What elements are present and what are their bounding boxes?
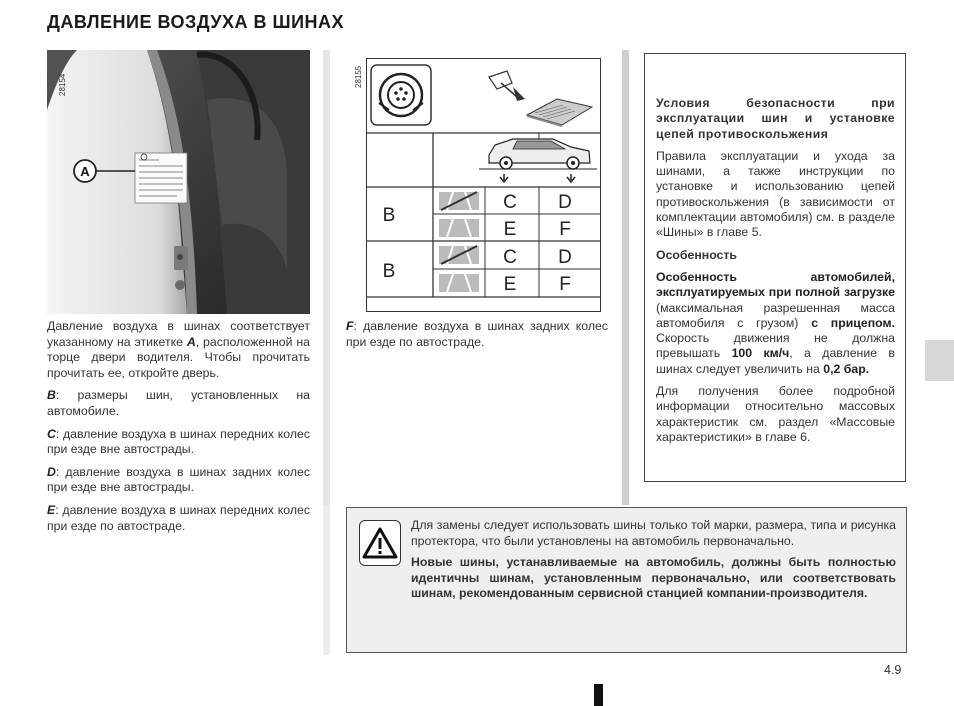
warning-box	[346, 507, 907, 653]
highway-crossed-icon	[439, 192, 479, 292]
legend-b: B: размеры шин, установленных на автомобиле.	[47, 388, 310, 418]
cell-f1: F	[559, 219, 571, 240]
door-photo-illustration	[47, 50, 310, 314]
row-label-b1: B	[382, 205, 396, 226]
cell-c1: C	[503, 192, 517, 213]
row-label-b2: B	[382, 261, 396, 282]
column-divider-bottom	[323, 505, 330, 655]
info-paragraph-3: Для получения более подробной информации относительно массовых характеристик см. раздел «Массовые характеристики» в главе 6.	[656, 384, 895, 444]
page-marker	[594, 684, 603, 706]
page-title: ДАВЛЕНИЕ ВОЗДУХА В ШИНАХ	[47, 12, 345, 32]
car-side-icon	[479, 139, 597, 182]
legend-c: C: давление воздуха в шинах передних колес при езде вне автострады.	[47, 426, 310, 457]
column-divider-left	[323, 50, 330, 505]
safety-info-box	[644, 53, 906, 482]
cell-e1: E	[503, 219, 517, 240]
figure-code-right: 28155	[354, 65, 363, 88]
tire-pressure-diagram	[366, 58, 601, 312]
warning-paragraph-1: Для замены следует использовать шины только той марки, размера, типа и рисунка протектора, что были установлены на автомобиль первоначально.	[411, 518, 896, 548]
cell-d2: D	[558, 247, 572, 268]
legend-f: F: давление воздуха в шинах задних колес при езде по автостраде.	[346, 319, 608, 349]
cell-f2: F	[559, 274, 571, 295]
warning-paragraph-2: Новые шины, устанавливаемые на автомобиль, должны быть полностью идентичны шинам, установленным первоначально, или соответствовать шинам, рекомендованным сервисной станцией компании-производителя.	[411, 555, 896, 601]
column-divider-right	[622, 50, 629, 505]
cell-d1: D	[558, 192, 572, 213]
chapter-tab	[925, 340, 954, 381]
info-heading: Условия безопасности при эксплуатации шин и установке цепей противоскольжения	[656, 96, 895, 141]
cell-e2: E	[503, 274, 517, 295]
legend-d: D: давление воздуха в шинах задних колес при езде вне автострады.	[47, 464, 310, 495]
manual-book-icon	[489, 71, 592, 127]
info-paragraph-2: Особенность автомобилей, эксплуатируемых при полной загрузке (максимальная разрешенная масса автомобиля с грузом) с прицепом. Скорость движения не должна превышать 100 км/ч, а давление в шинах следует увеличить на 0,2 бар.	[656, 269, 895, 376]
info-paragraph-1: Правила эксплуатации и ухода за шинами, а также инструкции по установке и использованию цепей противоскольжения (в зависимости от комплектации автомобиля) см. в разделе «Шины» в главе 5.	[656, 148, 895, 240]
tire-diagram-drawing	[367, 59, 600, 311]
door-label-photo	[47, 50, 310, 314]
page-number: 4.9	[884, 663, 902, 677]
mid-text-column	[346, 319, 608, 357]
intro-paragraph: Давление воздуха в шинах соответствует указанному на этикетке A, расположенной на торце двери водителя. Чтобы прочитать прочитать ее, откройте дверь.	[47, 319, 310, 380]
label-a: A	[80, 164, 90, 179]
legend-e: E: давление воздуха в шинах передних колес при езде по автостраде.	[47, 502, 310, 533]
figure-code-left: 28154	[58, 73, 67, 96]
warning-triangle-icon	[359, 520, 401, 566]
cell-c2: C	[503, 247, 517, 268]
info-subheading: Особенность	[656, 247, 737, 262]
left-text-column	[47, 319, 310, 541]
